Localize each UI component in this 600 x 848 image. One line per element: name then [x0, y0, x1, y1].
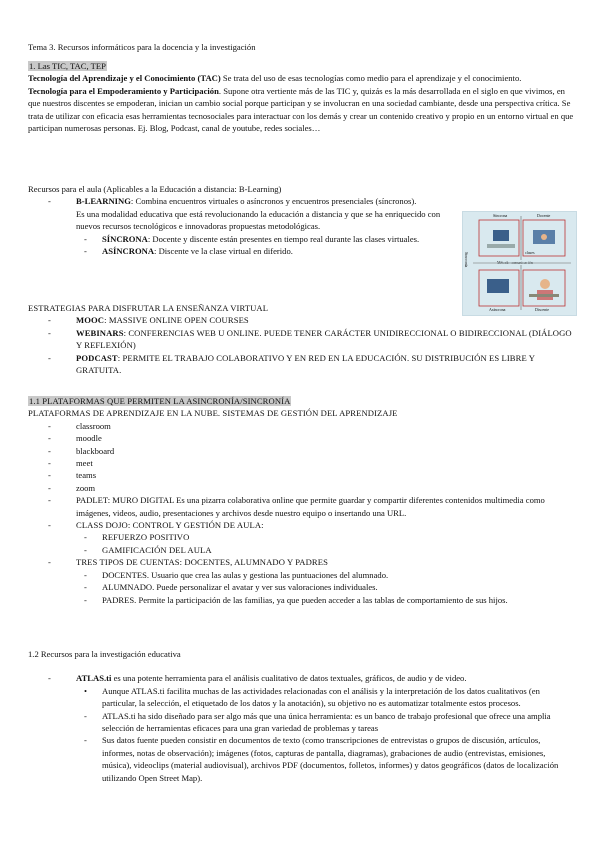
caption-mid: clases	[525, 250, 535, 255]
section-1-2	[28, 648, 574, 784]
platform-item: - classroom	[28, 420, 574, 432]
blearning-description: Es una modalidad educativa que está revolucionando la educación a distancia y que se ha enriquecido con nuevos recursos tecnológicos e innovadoras propuestas metodológicas.	[76, 208, 441, 232]
alumnado-item: - ALUMNADO. Puede personalizar el avatar y ver sus valoraciones individuales.	[28, 581, 574, 593]
tep-paragraph: Tecnología para el Empoderamiento y Participación. Supone otra vertiente más de las TIC y, quizás es la más desarrollada en el siglo en que vivimos, en que nuestros discentes se empoderan, inician un cambio social porque participan y se involucran en una sociedad cambiante, desde una perspectiva crítica. Se trata de utilizar con eficacia esas herramientas tecnosociales para interactuar con los demás y crear un contenido creativo y propio en un entorno virtual en que participan numerosas personas. Ej. Blog, Podcast, canal de youtube, redes sociales…	[28, 85, 574, 134]
section-1	[28, 60, 574, 134]
platform-item: - moodle	[28, 432, 574, 444]
document-title: Tema 3. Recursos informáticos para la docencia y la investigación	[28, 42, 256, 52]
docentes-item: - DOCENTES. Usuario que crea las aulas y gestiona las puntuaciones del alumnado.	[28, 569, 574, 581]
sync-async-diagram	[462, 211, 577, 316]
asincrona-item: - ASÍNCRONA: Discente ve la clase virtual en diferido.	[28, 245, 448, 257]
gamificacion-item: - GAMIFICACIÓN DEL AULA	[28, 544, 574, 556]
section-1-1-heading: 1.1 PLATAFORMAS QUE PERMITEN LA ASINCRONÍA/SINCRONÍA	[29, 396, 291, 406]
estrategias-section	[28, 302, 574, 376]
atlas-bullet-3: - Sus datos fuente pueden consistir en documentos de texto (como transcripciones de entrevistas o grupos de discusión, artículos, informes, notas de observación); imágenes (fotos, capturas de pantalla, diagramas), grabaciones de audio (entrevistas, emisiones, música), videoclips (material audiovisual), archivos PDF (documentos, folletos, informes) y datos geográficos (datos de localización utilizando Open Street Map).	[28, 734, 574, 784]
padlet-item: - PADLET: MURO DIGITAL Es una pizarra colaborativa online que permite guardar y compartir diferentes contenidos multimedia como imágenes, videos, audio, presentaciones y archivos desde nuestro equipo o insertando una URL.	[28, 494, 574, 519]
platform-item: - teams	[28, 469, 574, 481]
platform-item: - blackboard	[28, 445, 574, 457]
section-1-2-heading: 1.2 Recursos para la investigación educativa	[28, 649, 181, 659]
atlas-bullet-1: • Aunque ATLAS.ti facilita muchas de las actividades relacionadas con el análisis y la interpretación de los datos cualitativos (en particular, la selección, el etiquetado de los datos y la anotación), su objetivo no es automatizar totalmente estos procesos.	[28, 685, 574, 710]
caption-center: Método comunicación	[497, 260, 533, 265]
platform-item: - zoom	[28, 482, 574, 494]
classdojo-item: - CLASS DOJO: CONTROL Y GESTIÓN DE AULA:	[28, 519, 574, 531]
section-1-1-subheading: PLATAFORMAS DE APRENDIZAJE EN LA NUBE. SISTEMAS DE GESTIÓN DEL APRENDIZAJE	[28, 408, 398, 419]
section-1-1	[28, 395, 574, 606]
atlas-bullet-2: - ATLAS.ti ha sido diseñado para ser algo más que una única herramienta: es un banco de trabajo profesional que ofrece una amplia selección de herramientas eficaces para una gran variedad de problemas y tareas	[28, 710, 574, 735]
platform-item: - meet	[28, 457, 574, 469]
refuerzo-item: - REFUERZO POSITIVO	[28, 531, 574, 543]
blearning-item: - B-LEARNING: Combina encuentros virtuales o asíncronos y encuentros presenciales (síncronos).	[28, 195, 448, 207]
tres-tipos-item: - TRES TIPOS DE CUENTAS: DOCENTES, ALUMNADO Y PADRES	[28, 556, 574, 568]
caption-bottom-left: Asíncrona	[489, 307, 506, 312]
estrategias-heading: ESTRATEGIAS PARA DISFRUTAR LA ENSEÑANZA VIRTUAL	[28, 303, 269, 313]
sincrona-item: - SÍNCRONA: Docente y discente están presentes en tiempo real durante las clases virtuales.	[28, 233, 448, 245]
recursos-heading: Recursos para el aula (Aplicables a la Educación a distancia: B-Learning)	[28, 184, 282, 194]
caption-bottom-right: Discente	[535, 307, 549, 312]
section-1-heading: 1. Las TIC, TAC, TEP	[29, 61, 106, 71]
caption-top-left: Síncrona	[493, 213, 508, 218]
mooc-item: - MOOC: MASSIVE ONLINE OPEN COURSES	[28, 314, 574, 326]
atlas-item: - ATLAS.ti es una potente herramienta para el análisis cualitativo de datos textuales, gráficos, de audio y de video.	[28, 672, 574, 684]
padres-item: - PADRES. Permite la participación de las familias, ya que pueden acceder a las tablas de comportamiento de sus hijos.	[28, 594, 574, 606]
caption-vertical: Sincronía	[464, 252, 469, 268]
podcast-item: - PODCAST: PERMITE EL TRABAJO COLABORATIVO Y EN RED EN LA EDUCACIÓN. SU DISTRIBUCIÓN ES LIBRE Y GRATUITA.	[28, 352, 574, 377]
webinars-item: - WEBINARS: CONFERENCIAS WEB U ONLINE. PUEDE TENER CARÁCTER UNIDIRECCIONAL O BIDIRECCIONAL (DIÁLOGO Y REFLEXIÓN)	[28, 327, 574, 352]
caption-top-right: Docente	[537, 213, 551, 218]
tac-paragraph: Tecnología del Aprendizaje y el Conocimiento (TAC) Se trata del uso de esas tecnologías como medio para el aprendizaje y el conocimiento.	[28, 73, 522, 84]
